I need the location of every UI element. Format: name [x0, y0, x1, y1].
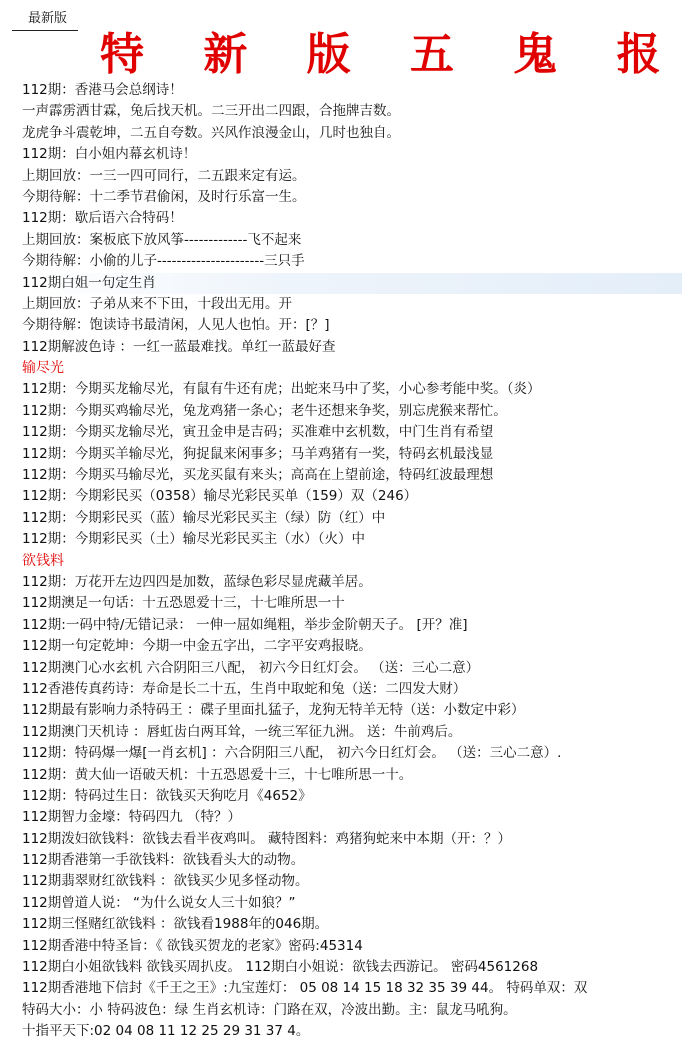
- text-line: 112期白小姐欲钱料 欲钱买周扒皮。 112期白小姐说：欲钱去西游记。 密码4561268: [22, 959, 539, 976]
- text-line: 今期待解：十二季节君偷闲，及时行乐富一生。: [22, 188, 306, 205]
- text-line: 112期：今期买羊输尽光，狗捉鼠来闲事多；马羊鸡猪有一奖，特码玄机最浅显: [22, 445, 494, 462]
- text-line: 112期：今期彩民买（蓝）输尽光彩民买主（绿）防（红）中: [22, 509, 386, 526]
- article-body: [22, 80, 682, 1043]
- text-line: 112期泼妇欲钱料：欲钱去看半夜鸡叫。 藏特图料：鸡猪狗蛇来中本期（开：？）: [22, 830, 512, 847]
- text-line: 112期香港地下信封《千王之王》:九宝莲灯： 05 08 14 15 18 32 35 39 44。 特码单双：双: [22, 980, 588, 997]
- text-line: 特码大小：小 特码波色：绿 生肖玄机诗：门路在双，冷波出勤。主：鼠龙马吼狗。: [22, 1001, 517, 1018]
- text-line: 上期回放：一三一四可同行，二五跟来定有运。: [22, 167, 306, 184]
- text-line: 112期：今期买马输尽光，买龙买鼠有来头；高高在上望前途，特码红波最理想: [22, 467, 494, 484]
- text-line: 112期：白小姐内幕玄机诗！: [22, 146, 197, 163]
- text-line: 112期香港第一手欲钱料：欲钱看头大的动物。: [22, 852, 305, 869]
- text-line: 112期三怪赌红欲钱料 ：欲钱看1988年的046期。: [22, 916, 329, 933]
- section-heading: 欲钱料: [22, 552, 64, 569]
- text-line: 112期一句定乾坤：今期一中金五字出，二字平安鸡报晓。: [22, 638, 372, 655]
- text-line: 上期回放：子弟从来不下田，十段出无用。开: [22, 295, 292, 312]
- badge-label: 最新版: [28, 11, 68, 26]
- text-line: 112期：今期彩民买（0358）输尽光彩民买单（159）双（246）: [22, 488, 418, 505]
- text-line: 112期：今期买鸡输尽光，兔龙鸡猪一条心；老牛还想来争奖，别忘虎猴来帮忙。: [22, 402, 507, 419]
- text-line: 112期澳门天机诗 ：唇虹齿白两耳耸，一统三军征九洲。 送：牛前鸡后。: [22, 723, 462, 740]
- text-line: 上期回放：案板底下放风筝-------------飞不起来: [22, 231, 302, 248]
- text-line: 112期：今期买龙输尽光，有鼠有牛还有虎；出蛇来马中了奖，小心参考能中奖。（炎）: [22, 381, 541, 398]
- text-line: 112期：特码过生日：欲钱买天狗吃月《4652》: [22, 787, 312, 804]
- text-line: 112期:一码中特/无错记录： 一伸一屈如绳粗，举步金阶朝天子。 [开？准]: [22, 616, 468, 633]
- text-line: 今期待解：小偷的儿子----------------------三只手: [22, 253, 305, 270]
- text-line: 112期：今期彩民买（土）输尽光彩民买主（水）（火）中: [22, 531, 366, 548]
- text-line: 112期：香港马会总纲诗！: [22, 82, 183, 98]
- text-line: 112期最有影响力杀特码王 ：碟子里面扎猛子，龙狗无特羊无特（送：小数定中彩）: [22, 702, 525, 719]
- text-line: 112期香港中特圣旨：《 欲钱买贺龙的老家》密码:45314: [22, 937, 363, 954]
- section-heading: 输尽光: [22, 360, 64, 377]
- text-line: 112期曾道人说： “为什么说女人三十如狼？”: [22, 894, 296, 911]
- text-line: 龙虎争斗震乾坤，二五自夸数。兴风作浪漫金山，几时也独自。: [22, 124, 400, 141]
- page-title: 特 新 版 五 鬼 报: [100, 29, 683, 80]
- text-line: 112期澳足一句话：十五恐恩爱十三，十七唯所思一十: [22, 595, 345, 612]
- text-line: 112期：特码爆一爆[一肖玄机] ：六合阴阳三八配， 初六今日红灯会。 （送：三心二意）.: [22, 745, 562, 762]
- text-line: 112期：万花开左边四四是加数，蓝绿色彩尽显虎藏羊居。: [22, 573, 372, 590]
- text-line: 112香港传真药诗：寿命是长二十五，生肖中取蛇和兔（送：二四发大财）: [22, 680, 467, 697]
- latest-edition-badge: [12, 4, 78, 31]
- text-line: 今期待解：饱读诗书最清闲，人见人也怕。开：[？]: [22, 317, 330, 334]
- text-line: 112期解波色诗 ：一红一蓝最难找。单红一蓝最好查: [22, 338, 336, 355]
- text-line: 112期澳门心水玄机 六合阴阳三八配， 初六今日红灯会。 （送：三心二意）: [22, 659, 480, 676]
- text-line: 112期：歇后语六合特码！: [22, 210, 183, 227]
- text-line: 十指平天下:02 04 08 11 12 25 29 31 37 4。: [22, 1023, 310, 1040]
- text-line: 一声霹雳洒甘霖，兔后找天机。二三开出二四跟，合拖牌吉数。: [22, 103, 400, 120]
- text-line: 112期翡翠财红欲钱料 ：欲钱买少见多怪动物。: [22, 873, 309, 890]
- text-line: 112期智力金壕：特码四九 （特？）: [22, 809, 242, 826]
- text-line: 112期：今期买龙输尽光，寅丑金申是吉码；买准难中玄机数，中门生肖有希望: [22, 424, 494, 441]
- text-line: 112期白姐一句定生肖: [22, 273, 682, 294]
- text-line: 112期：黄大仙一语破天机：十五恐恩爱十三，十七唯所思一十。: [22, 766, 413, 783]
